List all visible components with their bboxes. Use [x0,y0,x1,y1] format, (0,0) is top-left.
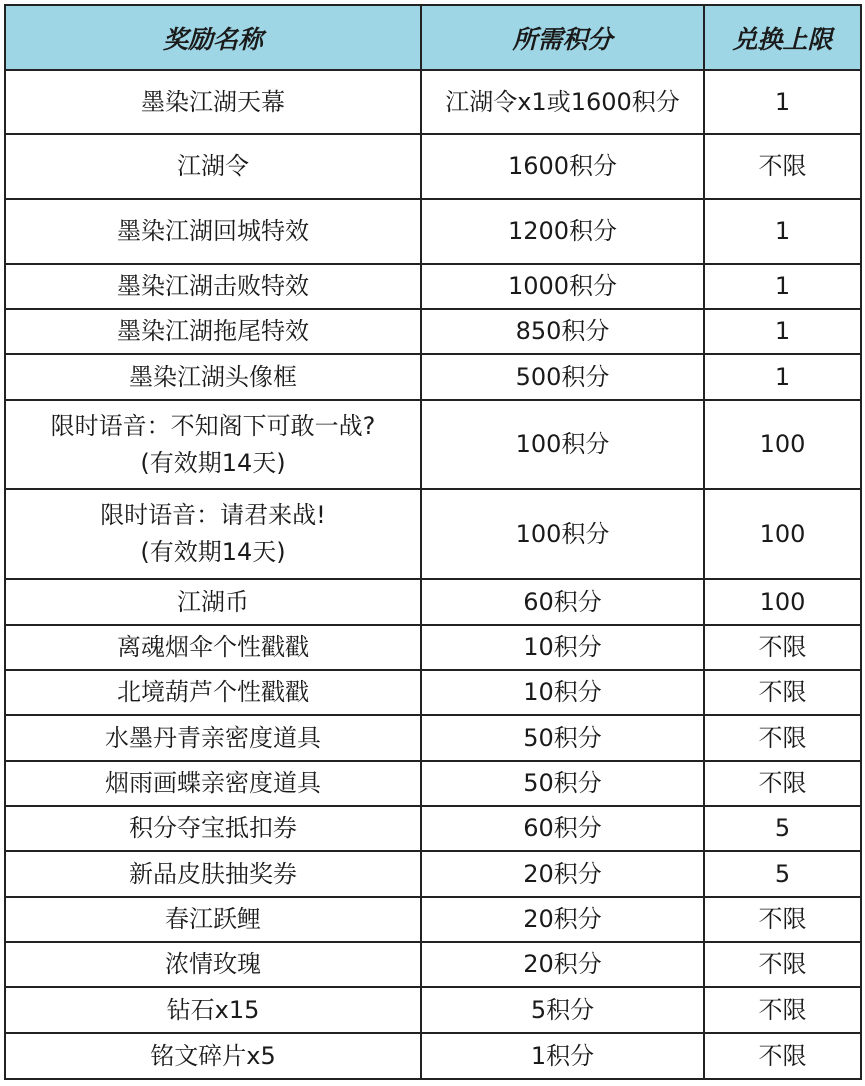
reward-name-line: 墨染江湖击败特效 [117,272,309,300]
table-body [5,70,861,1079]
required-points-cell: 100积分 [421,400,704,489]
reward-name-cell [5,1033,421,1079]
reward-name-line: 铭文碎片x5 [150,1041,276,1070]
reward-name-cell [5,625,421,670]
required-points-cell: 1200积分 [421,199,704,264]
reward-name-cell [5,309,421,354]
reward-name-cell [5,987,421,1033]
required-points-cell: 50积分 [421,761,704,806]
required-points-cell: 1600积分 [421,134,704,199]
reward-name-cell [5,806,421,851]
reward-name-line: 江湖令 [177,152,249,180]
table-row [5,670,861,715]
required-points-cell: 20积分 [421,942,704,987]
reward-name-line: 江湖币 [177,587,249,616]
required-points-cell: 5积分 [421,987,704,1033]
table-row [5,1033,861,1079]
exchange-limit-cell: 100 [704,489,861,579]
exchange-limit-cell: 不限 [704,897,861,942]
table-row [5,199,861,264]
table-row [5,354,861,400]
reward-name-line: 墨染江湖回城特效 [117,217,309,245]
table-row [5,715,861,761]
exchange-limit-cell: 不限 [704,1033,861,1079]
reward-name-cell [5,354,421,400]
exchange-limit-cell: 1 [704,199,861,264]
reward-name-cell [5,70,421,134]
required-points-cell: 10积分 [421,670,704,715]
reward-name-line: 限时语音：请君来战! [100,501,326,529]
exchange-limit-cell: 100 [704,400,861,489]
exchange-limit-cell: 1 [704,70,861,134]
reward-name-line: 春江跃鲤 [165,905,261,933]
reward-name-cell [5,199,421,264]
exchange-limit-cell: 不限 [704,761,861,806]
table-row [5,625,861,670]
reward-name-line: 水墨丹青亲密度道具 [105,723,321,752]
reward-name-cell [5,579,421,625]
reward-exchange-table [4,4,862,1080]
header-reward-name: 奖励名称 [5,5,421,70]
reward-name-cell [5,670,421,715]
table-row [5,851,861,897]
header-exchange-limit: 兑换上限 [704,5,861,70]
table-row [5,400,861,489]
exchange-limit-cell: 1 [704,264,861,309]
reward-name-cell [5,134,421,199]
reward-name-cell [5,851,421,897]
reward-name-line: 积分夺宝抵扣券 [129,814,297,842]
exchange-limit-cell: 不限 [704,670,861,715]
reward-name-line: 浓情玫瑰 [165,950,261,978]
required-points-cell: 60积分 [421,806,704,851]
table-row [5,309,861,354]
required-points-cell: 60积分 [421,579,704,625]
exchange-limit-cell: 100 [704,579,861,625]
reward-name-line: 限时语音：不知阁下可敢一战? [50,411,376,440]
required-points-cell: 1积分 [421,1033,704,1079]
exchange-limit-cell: 不限 [704,625,861,670]
table-row [5,761,861,806]
reward-name-cell [5,264,421,309]
table-row [5,579,861,625]
required-points-cell: 江湖令x1或1600积分 [421,70,704,134]
reward-name-cell [5,715,421,761]
exchange-limit-cell: 不限 [704,987,861,1033]
reward-name-line: (有效期14天) [140,448,286,477]
required-points-cell: 1000积分 [421,264,704,309]
table-row [5,70,861,134]
required-points-cell: 500积分 [421,354,704,400]
required-points-cell: 50积分 [421,715,704,761]
reward-name-line: 烟雨画蝶亲密度道具 [105,769,321,797]
table-header [5,5,861,70]
exchange-limit-cell: 不限 [704,715,861,761]
exchange-limit-cell: 1 [704,309,861,354]
reward-name-line: 离魂烟伞个性戳戳 [117,633,309,661]
reward-name-cell [5,489,421,579]
table-row [5,806,861,851]
reward-name-line: 钻石x15 [166,995,260,1024]
exchange-limit-cell: 不限 [704,942,861,987]
required-points-cell: 850积分 [421,309,704,354]
header-required-points: 所需积分 [421,5,704,70]
table-row [5,897,861,942]
table-row [5,987,861,1033]
exchange-limit-cell: 1 [704,354,861,400]
reward-name-line: 新品皮肤抽奖券 [129,859,297,888]
reward-exchange-table-frame [4,4,860,1080]
table-row [5,134,861,199]
reward-name-line: 墨染江湖头像框 [129,362,297,391]
reward-name-line: 墨染江湖拖尾特效 [117,317,309,345]
reward-name-cell [5,897,421,942]
required-points-cell: 100积分 [421,489,704,579]
exchange-limit-cell: 不限 [704,134,861,199]
exchange-limit-cell: 5 [704,851,861,897]
reward-name-cell [5,942,421,987]
table-row [5,264,861,309]
reward-name-cell [5,761,421,806]
table-row [5,489,861,579]
required-points-cell: 10积分 [421,625,704,670]
header-row [5,5,861,70]
table-row [5,942,861,987]
required-points-cell: 20积分 [421,851,704,897]
reward-name-line: (有效期14天) [140,538,286,566]
reward-name-line: 墨染江湖天幕 [141,87,285,116]
reward-name-line: 北境葫芦个性戳戳 [117,678,309,706]
exchange-limit-cell: 5 [704,806,861,851]
required-points-cell: 20积分 [421,897,704,942]
reward-name-cell [5,400,421,489]
